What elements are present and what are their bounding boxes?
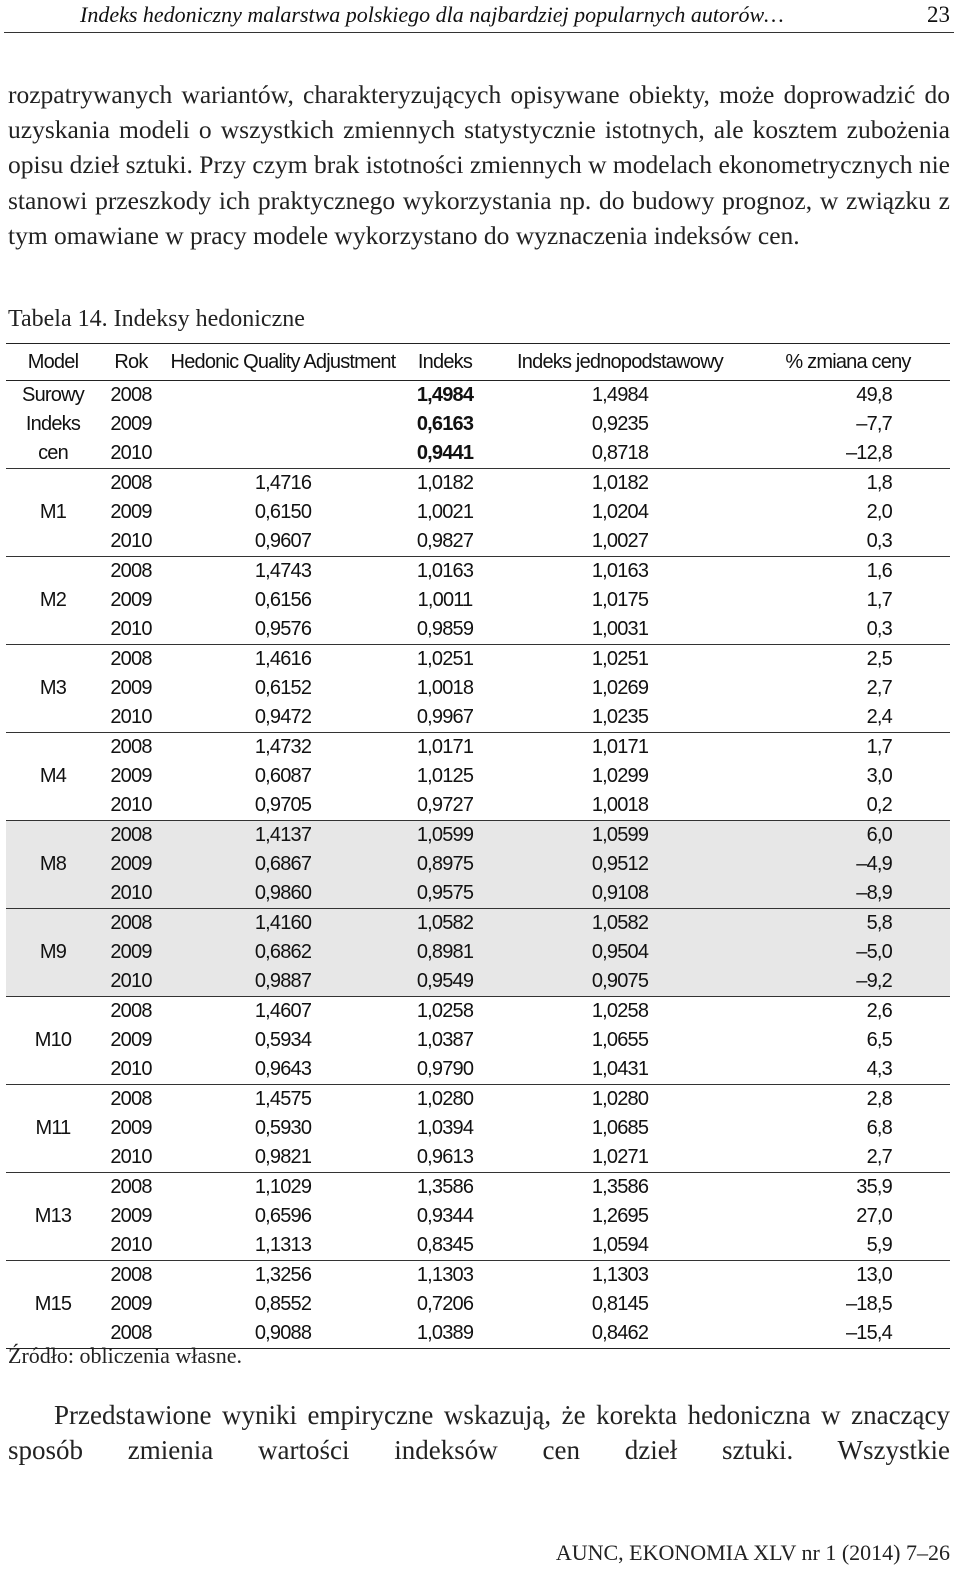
- cell-model: M15: [34, 1293, 72, 1315]
- data-table: [6, 343, 950, 1349]
- cell-rok: 2010: [110, 706, 152, 728]
- col-header-indeks: Indeks: [396, 344, 494, 381]
- table-row: [6, 938, 950, 967]
- cell-indeks-jednopodstawowy: 1,0163: [494, 557, 746, 587]
- cell-indeks-jednopodstawowy: 1,0031: [591, 618, 649, 640]
- table-row: [6, 381, 950, 411]
- cell-indeks: 1,4984: [416, 384, 474, 406]
- cell-zmiana: 2,7: [866, 1146, 892, 1168]
- cell-hqa: 1,4607: [162, 997, 396, 1027]
- table-row: [6, 1261, 950, 1291]
- cell-indeks: 0,8345: [416, 1234, 474, 1256]
- cell-hqa: 0,6152: [254, 677, 312, 699]
- cell-rok: 2008: [100, 557, 162, 587]
- cell-indeks-jednopodstawowy: 1,0269: [591, 677, 649, 699]
- cell-rok: 2010: [110, 442, 152, 464]
- hedonic-index-table: [6, 343, 950, 1349]
- table-row: [6, 850, 950, 879]
- cell-rok: 2009: [100, 938, 162, 967]
- cell-indeks: 1,0599: [396, 821, 494, 851]
- cell-indeks-jednopodstawowy: 0,8718: [591, 442, 649, 464]
- journal-footer: AUNC, EKONOMIA XLV nr 1 (2014) 7–26: [555, 1540, 950, 1565]
- cell-hqa: 1,3256: [162, 1261, 396, 1291]
- cell-model: [6, 1173, 100, 1203]
- cell-zmiana: –5,0: [746, 938, 950, 967]
- cell-indeks: 0,9575: [396, 879, 494, 909]
- cell-hqa: [162, 439, 396, 469]
- cell-zmiana: 2,5: [746, 645, 950, 675]
- cell-indeks: 1,0389: [396, 1319, 494, 1349]
- cell-rok: 2008: [100, 821, 162, 851]
- cell-zmiana: 3,0: [866, 765, 892, 787]
- cell-rok: 2010: [110, 794, 152, 816]
- cell-model: [6, 645, 100, 675]
- cell-indeks-jednopodstawowy: 0,9512: [494, 850, 746, 879]
- cell-model: M9: [6, 938, 100, 967]
- cell-model: M4: [39, 765, 67, 787]
- table-row: [6, 615, 950, 645]
- cell-zmiana: 0,3: [866, 618, 892, 640]
- cell-model: M11: [35, 1117, 71, 1139]
- cell-indeks: 0,8981: [396, 938, 494, 967]
- cell-indeks-jednopodstawowy: 1,0251: [494, 645, 746, 675]
- cell-indeks: 0,8975: [396, 850, 494, 879]
- cell-hqa: 0,6150: [254, 501, 312, 523]
- cell-zmiana: –12,8: [845, 442, 892, 464]
- cell-indeks: 0,6163: [416, 413, 474, 435]
- table-row: [6, 1290, 950, 1319]
- cell-model: M13: [34, 1205, 72, 1227]
- cell-indeks-jednopodstawowy: 1,0182: [494, 469, 746, 499]
- cell-rok: 2010: [110, 1146, 152, 1168]
- table-row: [6, 733, 950, 763]
- cell-indeks: 1,0163: [396, 557, 494, 587]
- cell-hqa: 0,9088: [162, 1319, 396, 1349]
- cell-hqa: 0,5934: [254, 1029, 312, 1051]
- cell-model: M1: [39, 501, 67, 523]
- cell-indeks-jednopodstawowy: 0,9235: [591, 413, 649, 435]
- cell-hqa: 1,4575: [162, 1085, 396, 1115]
- cell-indeks-jednopodstawowy: 1,0280: [494, 1085, 746, 1115]
- cell-model: [6, 527, 100, 557]
- running-title: Indeks hedoniczny malarstwa polskiego dla najbardziej popularnych autorów…: [80, 2, 784, 27]
- cell-zmiana: 6,0: [746, 821, 950, 851]
- cell-zmiana: –18,5: [845, 1293, 892, 1315]
- cell-indeks-jednopodstawowy: 1,0171: [494, 733, 746, 763]
- table-row: [6, 821, 950, 851]
- cell-rok: 2009: [110, 1029, 152, 1051]
- cell-indeks-jednopodstawowy: 1,4984: [591, 384, 649, 406]
- cell-indeks-jednopodstawowy: 1,0175: [591, 589, 649, 611]
- cell-zmiana: 2,6: [746, 997, 950, 1027]
- cell-indeks-jednopodstawowy: 1,0271: [591, 1146, 649, 1168]
- cell-zmiana: 2,7: [866, 677, 892, 699]
- cell-indeks: 0,7206: [416, 1293, 474, 1315]
- table-row: [6, 1055, 950, 1085]
- cell-hqa: 0,9576: [254, 618, 312, 640]
- cell-zmiana: 0,3: [866, 530, 892, 552]
- cell-zmiana: 13,0: [746, 1261, 950, 1291]
- cell-hqa: [162, 410, 396, 439]
- cell-rok: 2008: [100, 997, 162, 1027]
- cell-rok: 2008: [100, 645, 162, 675]
- cell-hqa: 1,1029: [162, 1173, 396, 1203]
- cell-hqa: 1,4743: [162, 557, 396, 587]
- cell-hqa: 0,6596: [254, 1205, 312, 1227]
- cell-rok: 2009: [110, 677, 152, 699]
- table-row: [6, 1143, 950, 1173]
- cell-indeks-jednopodstawowy: 1,0258: [494, 997, 746, 1027]
- cell-zmiana: –15,4: [746, 1319, 950, 1349]
- cell-indeks-jednopodstawowy: 1,0599: [494, 821, 746, 851]
- cell-model: [6, 997, 100, 1027]
- cell-indeks: 1,0171: [396, 733, 494, 763]
- cell-hqa: 0,6156: [254, 589, 312, 611]
- cell-indeks: 0,9613: [416, 1146, 474, 1168]
- running-header: [4, 0, 954, 33]
- table-row: [6, 791, 950, 821]
- cell-zmiana: –4,9: [746, 850, 950, 879]
- cell-hqa: 0,9472: [254, 706, 312, 728]
- cell-indeks: 1,0182: [396, 469, 494, 499]
- cell-rok: 2008: [100, 1319, 162, 1349]
- cell-model: [6, 469, 100, 499]
- cell-model: [6, 557, 100, 587]
- cell-indeks: 1,0280: [396, 1085, 494, 1115]
- cell-indeks-jednopodstawowy: 0,9504: [494, 938, 746, 967]
- cell-hqa: 0,9607: [254, 530, 312, 552]
- cell-rok: 2009: [110, 413, 152, 435]
- table-row: [6, 439, 950, 469]
- col-header-indeks-jednopodstawowy: Indeks jednopodstawowy: [494, 344, 746, 381]
- cell-zmiana: –8,9: [746, 879, 950, 909]
- cell-zmiana: 6,5: [866, 1029, 892, 1051]
- cell-rok: 2008: [110, 384, 152, 406]
- cell-zmiana: 27,0: [856, 1205, 892, 1227]
- table-row: [6, 674, 950, 703]
- table-caption: Tabela 14. Indeksy hedoniczne: [8, 306, 305, 332]
- cell-indeks-jednopodstawowy: 1,0594: [591, 1234, 649, 1256]
- cell-indeks: 0,9441: [416, 442, 474, 464]
- cell-indeks: 1,0258: [396, 997, 494, 1027]
- cell-indeks: 1,0021: [416, 501, 474, 523]
- cell-indeks-jednopodstawowy: 1,2695: [591, 1205, 649, 1227]
- cell-zmiana: –7,7: [856, 413, 892, 435]
- cell-model: M3: [39, 677, 67, 699]
- cell-rok: 2008: [100, 1261, 162, 1291]
- table-row: [6, 557, 950, 587]
- cell-zmiana: 6,8: [866, 1117, 892, 1139]
- cell-indeks: 1,0011: [417, 589, 473, 611]
- table-row: [6, 469, 950, 499]
- cell-indeks-jednopodstawowy: 1,0235: [591, 706, 649, 728]
- cell-model: [6, 791, 100, 821]
- cell-hqa: 0,6862: [162, 938, 396, 967]
- table-row: [6, 879, 950, 909]
- cell-indeks: 1,0251: [396, 645, 494, 675]
- cell-rok: 2008: [100, 469, 162, 499]
- cell-model: M2: [39, 589, 67, 611]
- cell-rok: 2009: [110, 501, 152, 523]
- cell-indeks-jednopodstawowy: 1,0027: [591, 530, 649, 552]
- cell-model: cen: [38, 442, 68, 464]
- cell-rok: 2009: [110, 765, 152, 787]
- table-row: [6, 1114, 950, 1143]
- cell-hqa: [162, 381, 396, 411]
- cell-zmiana: 2,8: [746, 1085, 950, 1115]
- cell-zmiana: 35,9: [746, 1173, 950, 1203]
- table-row: [6, 1202, 950, 1231]
- col-header-hqa: Hedonic Quality Adjustment: [162, 344, 396, 381]
- col-header-zmiana: % zmiana ceny: [746, 344, 950, 381]
- cell-model: [6, 733, 100, 763]
- cell-indeks-jednopodstawowy: 0,8462: [494, 1319, 746, 1349]
- cell-model: [6, 1261, 100, 1291]
- table-row: [6, 586, 950, 615]
- table-row: [6, 967, 950, 997]
- cell-rok: 2009: [110, 1117, 152, 1139]
- cell-zmiana: 1,6: [746, 557, 950, 587]
- cell-indeks-jednopodstawowy: 1,0018: [591, 794, 649, 816]
- cell-indeks: 0,9790: [416, 1058, 474, 1080]
- body-paragraph-2: Przedstawione wyniki empiryczne wskazują, że korekta hedoniczna w znaczący sposób zmienia wartości indeksów cen dzieł sztuki. Wszystkie: [8, 1400, 950, 1465]
- cell-model: [6, 879, 100, 909]
- cell-hqa: 0,5930: [254, 1117, 312, 1139]
- cell-indeks-jednopodstawowy: 1,0431: [591, 1058, 649, 1080]
- cell-zmiana: 2,0: [866, 501, 892, 523]
- cell-indeks: 1,3586: [396, 1173, 494, 1203]
- cell-zmiana: 4,3: [866, 1058, 892, 1080]
- cell-hqa: 0,8552: [254, 1293, 312, 1315]
- cell-hqa: 0,9821: [254, 1146, 312, 1168]
- cell-hqa: 0,6867: [162, 850, 396, 879]
- cell-zmiana: 49,8: [856, 384, 892, 406]
- cell-model: [6, 1055, 100, 1085]
- cell-rok: 2008: [100, 733, 162, 763]
- cell-model: [6, 1231, 100, 1261]
- cell-zmiana: 5,8: [746, 909, 950, 939]
- table-row: [6, 498, 950, 527]
- table-row: [6, 1026, 950, 1055]
- cell-hqa: 0,9705: [254, 794, 312, 816]
- table-row: [6, 703, 950, 733]
- table-row: [6, 1085, 950, 1115]
- cell-rok: 2008: [100, 909, 162, 939]
- table-source: Źródło: obliczenia własne.: [8, 1343, 242, 1368]
- cell-indeks: 1,0125: [416, 765, 474, 787]
- cell-indeks: 1,0394: [416, 1117, 474, 1139]
- cell-indeks: 0,9727: [416, 794, 474, 816]
- col-header-model: Model: [6, 344, 100, 381]
- cell-hqa: 0,6087: [254, 765, 312, 787]
- cell-hqa: 0,9643: [254, 1058, 312, 1080]
- table-row: [6, 645, 950, 675]
- cell-indeks: 0,9859: [416, 618, 474, 640]
- cell-zmiana: 1,7: [746, 733, 950, 763]
- cell-model: [6, 703, 100, 733]
- table-row: [6, 527, 950, 557]
- cell-model: M8: [6, 850, 100, 879]
- cell-zmiana: 5,9: [866, 1234, 892, 1256]
- cell-hqa: 1,4716: [162, 469, 396, 499]
- cell-indeks: 1,0582: [396, 909, 494, 939]
- cell-indeks-jednopodstawowy: 1,3586: [494, 1173, 746, 1203]
- cell-rok: 2010: [110, 618, 152, 640]
- page-number: 23: [927, 2, 950, 27]
- cell-rok: 2010: [110, 530, 152, 552]
- cell-model: [6, 821, 100, 851]
- cell-indeks-jednopodstawowy: 0,9108: [494, 879, 746, 909]
- cell-indeks-jednopodstawowy: 0,9075: [494, 967, 746, 997]
- cell-model: [6, 1143, 100, 1173]
- table-body: [6, 381, 950, 1349]
- cell-indeks-jednopodstawowy: 1,0204: [591, 501, 649, 523]
- cell-indeks-jednopodstawowy: 0,8145: [591, 1293, 649, 1315]
- table-row: [6, 1231, 950, 1261]
- cell-rok: 2010: [110, 1058, 152, 1080]
- cell-model: M10: [34, 1029, 72, 1051]
- cell-indeks: 0,9549: [396, 967, 494, 997]
- cell-hqa: 0,9887: [162, 967, 396, 997]
- table-header-row: [6, 344, 950, 381]
- cell-rok: 2010: [110, 1234, 152, 1256]
- cell-zmiana: 1,8: [746, 469, 950, 499]
- cell-indeks-jednopodstawowy: 1,0299: [591, 765, 649, 787]
- cell-zmiana: 1,7: [866, 589, 892, 611]
- table-row: [6, 762, 950, 791]
- cell-hqa: 1,4732: [162, 733, 396, 763]
- cell-hqa: 1,4616: [162, 645, 396, 675]
- cell-hqa: 1,4160: [162, 909, 396, 939]
- cell-model: [6, 909, 100, 939]
- cell-hqa: 0,9860: [162, 879, 396, 909]
- cell-indeks: 0,9827: [416, 530, 474, 552]
- cell-indeks-jednopodstawowy: 1,1303: [494, 1261, 746, 1291]
- cell-hqa: 1,4137: [162, 821, 396, 851]
- col-header-rok: Rok: [100, 344, 162, 381]
- cell-hqa: 1,1313: [254, 1234, 312, 1256]
- cell-zmiana: 0,2: [866, 794, 892, 816]
- cell-rok: 2009: [110, 589, 152, 611]
- cell-indeks-jednopodstawowy: 1,0655: [591, 1029, 649, 1051]
- cell-model: Surowy: [22, 384, 84, 406]
- cell-rok: 2009: [100, 850, 162, 879]
- cell-rok: 2009: [110, 1205, 152, 1227]
- table-row: [6, 1173, 950, 1203]
- body-paragraph-1: rozpatrywanych wariantów, charakteryzujących opisywane obiekty, może doprowadzić do uzyskania modeli o wszystkich zmiennych statystycznie istotnych, ale kosztem zubożenia opisu dzieł sztuki. Przy czym brak istotności zmiennych w modelach ekonometrycznych nie stanowi przeszkody ich praktycznego wykorzystania np. do budowy prognoz, w związku z tym omawiane w pracy modele wykorzystano do wyznaczenia indeksów cen.: [8, 80, 950, 250]
- table-row: [6, 909, 950, 939]
- cell-model: [6, 615, 100, 645]
- cell-rok: 2010: [100, 879, 162, 909]
- cell-indeks: 1,1303: [396, 1261, 494, 1291]
- cell-zmiana: 2,4: [866, 706, 892, 728]
- cell-rok: 2008: [100, 1173, 162, 1203]
- cell-indeks: 1,0018: [416, 677, 474, 699]
- cell-indeks-jednopodstawowy: 1,0685: [591, 1117, 649, 1139]
- cell-zmiana: –9,2: [746, 967, 950, 997]
- cell-model: [6, 1085, 100, 1115]
- cell-rok: 2010: [100, 967, 162, 997]
- cell-indeks: 0,9344: [416, 1205, 474, 1227]
- cell-indeks: 1,0387: [416, 1029, 474, 1051]
- cell-rok: 2008: [100, 1085, 162, 1115]
- table-row: [6, 410, 950, 439]
- table-row: [6, 997, 950, 1027]
- cell-indeks-jednopodstawowy: 1,0582: [494, 909, 746, 939]
- cell-model: Indeks: [25, 413, 81, 435]
- cell-indeks: 0,9967: [416, 706, 474, 728]
- cell-model: [6, 967, 100, 997]
- cell-rok: 2009: [110, 1293, 152, 1315]
